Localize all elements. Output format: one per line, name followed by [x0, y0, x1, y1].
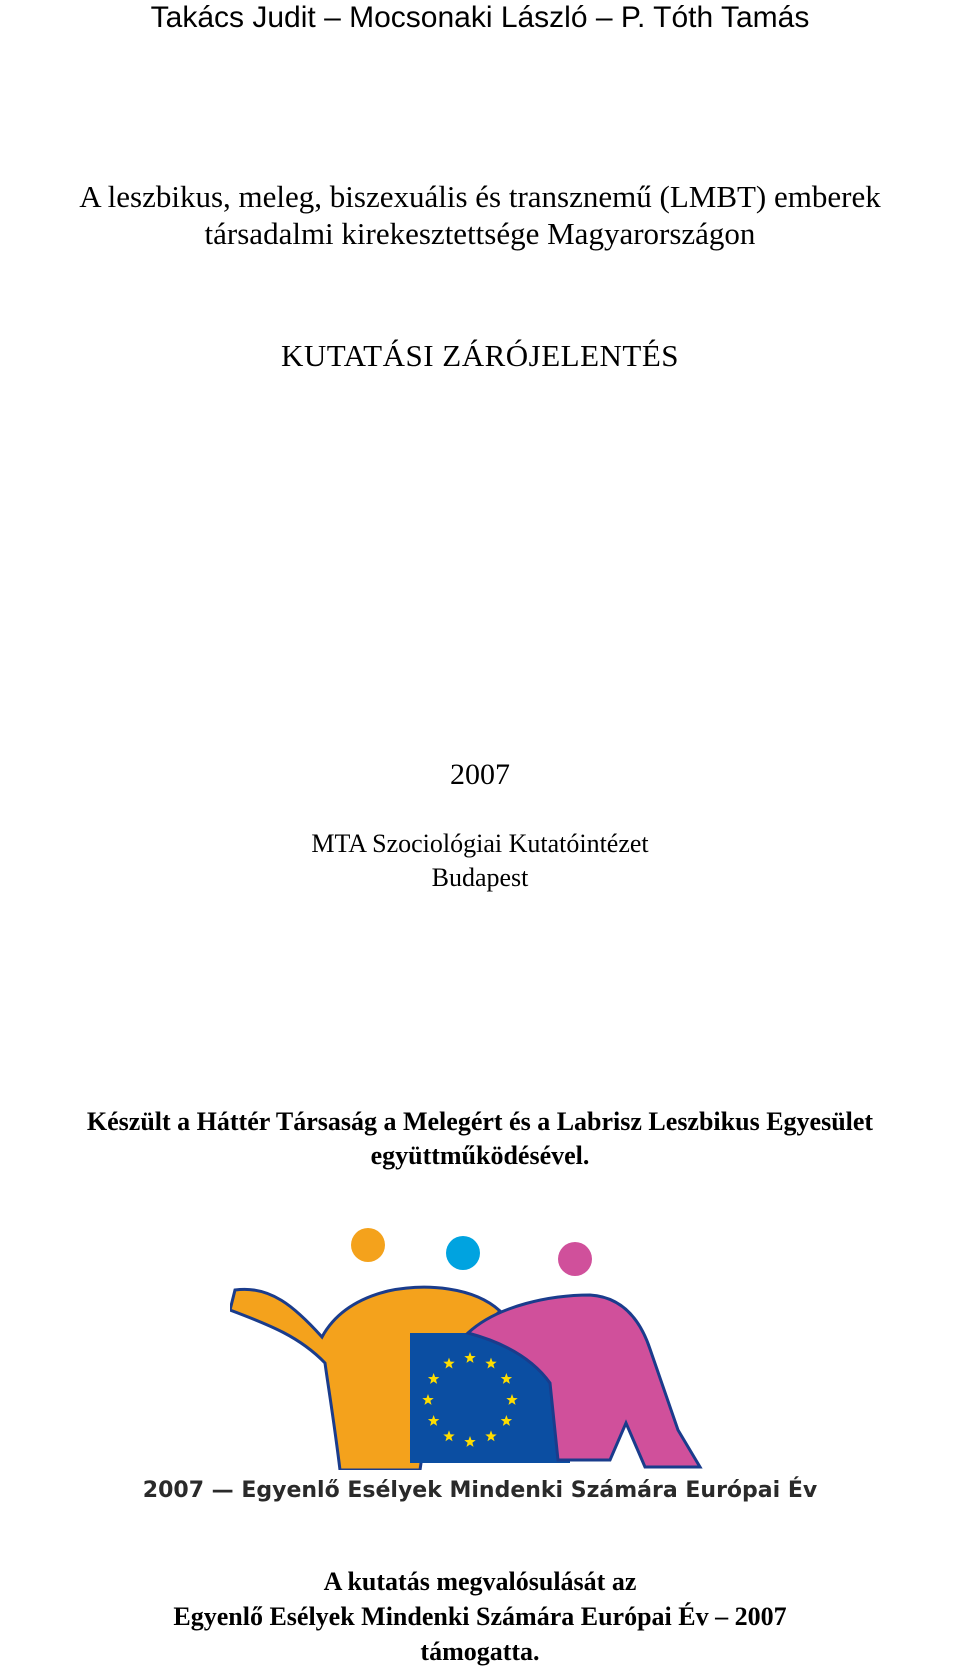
institute-name: MTA Szociológiai Kutatóintézet	[311, 829, 649, 858]
cooperation-line-1: Készült a Háttér Társaság a Melegért és a Labrisz Leszbikus Egyesület	[86, 1107, 874, 1136]
report-type: KUTATÁSI ZÁRÓJELENTÉS	[280, 338, 680, 373]
funding-line-2: Egyenlő Esélyek Mindenki Számára Európai Év – 2007	[173, 1602, 787, 1631]
funding-line-1: A kutatás megvalósulását az	[323, 1567, 637, 1596]
publication-year: 2007	[450, 758, 510, 791]
blue-figure-icon	[446, 1236, 480, 1270]
authors: Takács Judit – Mocsonaki László – P. Tóth Tamás	[150, 1, 810, 34]
cooperation-line-2: együttműködésével.	[370, 1141, 590, 1170]
logo-caption: 2007 — Egyenlő Esélyek Mindenki Számára Európai Év	[142, 1478, 818, 1503]
city: Budapest	[431, 863, 529, 892]
eu-equal-opportunities-logo	[230, 1215, 750, 1470]
funding-line-3: támogatta.	[420, 1637, 540, 1666]
title-line-1: A leszbikus, meleg, biszexuális és transznemű (LMBT) emberek	[79, 179, 881, 214]
title-line-2: társadalmi kirekesztettsége Magyarországon	[204, 216, 756, 251]
